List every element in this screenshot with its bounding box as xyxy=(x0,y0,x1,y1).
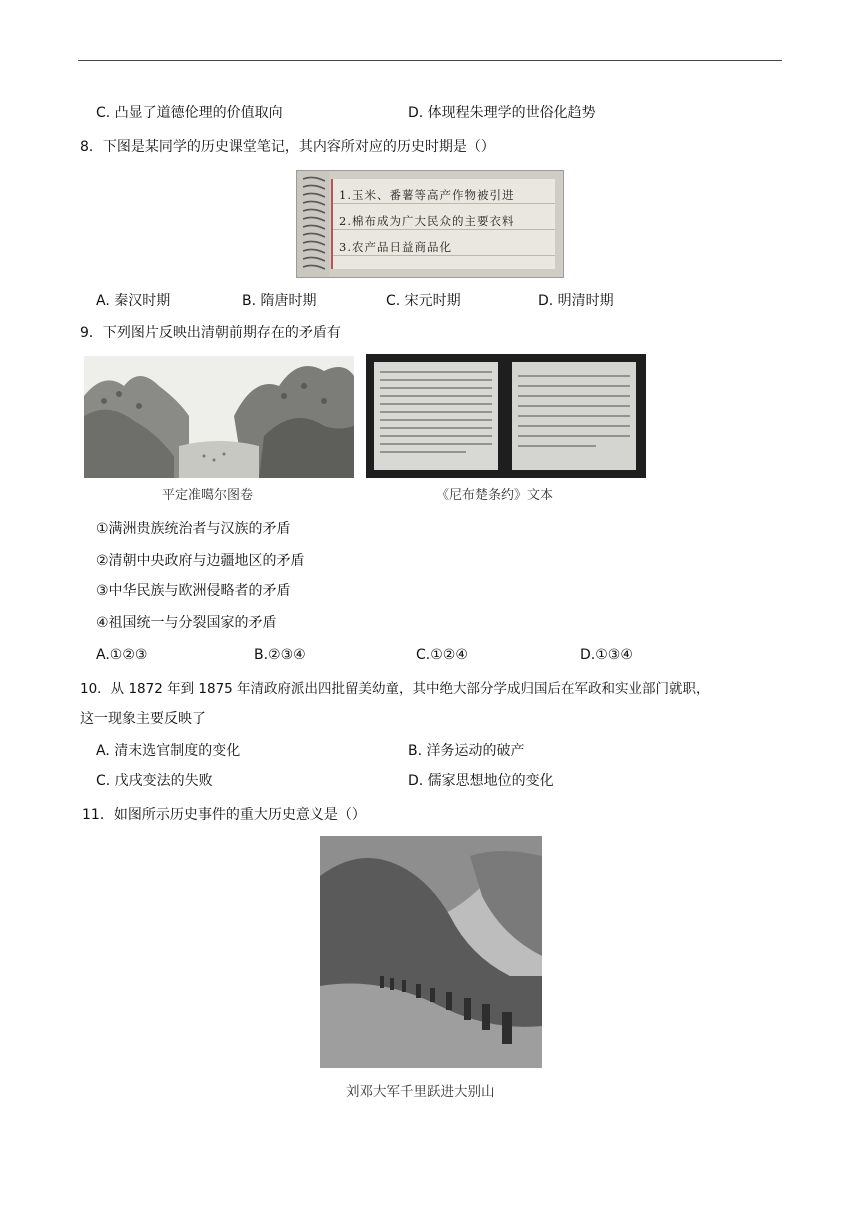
q10-option-d: D. 儒家思想地位的变化 xyxy=(408,773,554,789)
q8-option-c: C. 宋元时期 xyxy=(386,293,461,309)
q8-option-b: B. 隋唐时期 xyxy=(242,293,317,309)
q8-option-d: D. 明清时期 xyxy=(538,293,614,309)
notebook-spiral-icon xyxy=(297,171,329,277)
notebook-page xyxy=(331,179,555,269)
q9-option-b: B.②③④ xyxy=(254,647,306,663)
q8-notebook-image xyxy=(296,170,564,278)
q10-stem-line1: 10．从 1872 年到 1875 年清政府派出四批留美幼童，其中绝大部分学成归国后在军政和实业部门就职， xyxy=(80,681,710,697)
q9-stem: 9．下列图片反映出清朝前期存在的矛盾有 xyxy=(80,325,341,341)
q10-option-a: A. 清末选官制度的变化 xyxy=(96,743,241,759)
q11-stem: 11．如图所示历史事件的重大历史意义是（） xyxy=(82,807,366,823)
notebook-line-1: 1.玉米、番薯等高产作物被引进 xyxy=(339,188,515,202)
q10-option-c: C. 戊戌变法的失败 xyxy=(96,773,213,789)
q9-landscape-scroll-image xyxy=(84,356,354,478)
notebook-line-3: 3.农产品日益商品化 xyxy=(339,240,452,254)
q9-caption-left: 平定准噶尔图卷 xyxy=(162,488,254,503)
q10-option-b: B. 洋务运动的破产 xyxy=(408,743,525,759)
q9-item-2: ②清朝中央政府与边疆地区的矛盾 xyxy=(96,553,305,569)
q10-stem-line2: 这一现象主要反映了 xyxy=(80,711,206,727)
q7-option-c: C. 凸显了道德伦理的价值取向 xyxy=(96,105,283,121)
q9-option-a: A.①②③ xyxy=(96,647,148,663)
q11-march-photo xyxy=(320,836,542,1068)
header-rule xyxy=(78,60,782,61)
q9-item-4: ④祖国统一与分裂国家的矛盾 xyxy=(96,615,277,631)
notebook-line-2: 2.棉布成为广大民众的主要衣料 xyxy=(339,214,515,228)
q7-option-d: D. 体现程朱理学的世俗化趋势 xyxy=(408,105,596,121)
q8-stem: 8．下图是某同学的历史课堂笔记，其内容所对应的历史时期是（） xyxy=(80,139,495,155)
q9-caption-right: 《尼布楚条约》文本 xyxy=(436,488,554,503)
q9-option-c: C.①②④ xyxy=(416,647,468,663)
q9-item-3: ③中华民族与欧洲侵略者的矛盾 xyxy=(96,583,291,599)
q9-option-d: D.①③④ xyxy=(580,647,633,663)
q8-option-a: A. 秦汉时期 xyxy=(96,293,171,309)
q9-item-1: ①满洲贵族统治者与汉族的矛盾 xyxy=(96,521,291,537)
q9-treaty-text-image xyxy=(366,354,646,478)
q11-caption: 刘邓大军千里跃进大别山 xyxy=(346,1084,495,1100)
